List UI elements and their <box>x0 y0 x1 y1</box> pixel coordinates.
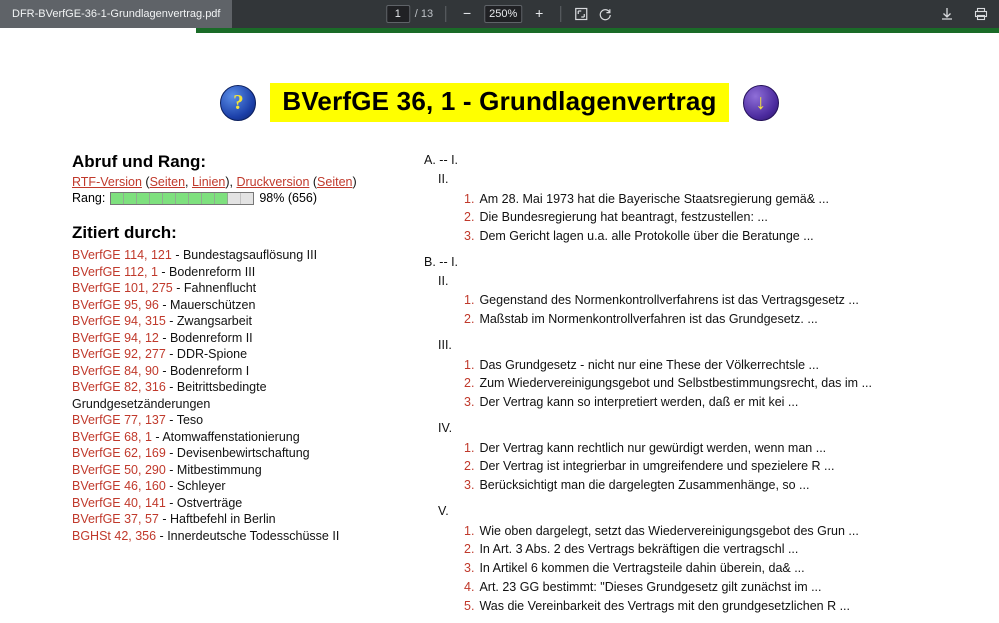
list-item[interactable]: BVerfGE 84, 90 - Bodenreform I <box>72 363 250 378</box>
citation-title: Ostverträge <box>176 495 243 510</box>
outline-item-number: 3. <box>464 561 475 575</box>
page-number-input[interactable] <box>386 5 410 23</box>
download-icon[interactable] <box>939 6 955 22</box>
rang-segment-empty <box>241 193 253 204</box>
rtf-seiten-link[interactable]: Seiten <box>149 175 186 189</box>
list-item[interactable]: BVerfGE 40, 141 - Ostverträge <box>72 495 243 510</box>
print-icon[interactable] <box>973 6 989 22</box>
citation-ref[interactable]: BVerfGE 50, 290 <box>72 462 166 477</box>
citation-ref[interactable]: BVerfGE 92, 277 <box>72 347 166 361</box>
citation-title: Zwangsarbeit <box>176 314 252 328</box>
citation-ref[interactable]: BVerfGE 37, 57 <box>72 512 159 526</box>
outline-item-group <box>464 357 959 412</box>
outline-item-number: 5. <box>464 598 475 613</box>
druck-seiten-link[interactable]: Seiten <box>317 175 353 189</box>
zoom-level-label: 250% <box>489 8 518 20</box>
outline-heading: II. <box>438 273 449 288</box>
outline-item-number: 1. <box>464 440 475 455</box>
list-item[interactable]: BGHSt 42, 356 - Innerdeutsche Todesschüsse II <box>72 528 340 543</box>
citation-title: Haftbefehl in Berlin <box>169 512 276 526</box>
outline-item-number: 2. <box>464 376 475 391</box>
outline-item-number: 1. <box>464 293 475 308</box>
zoom-out-button[interactable]: − <box>463 5 472 21</box>
toolbar-divider-2 <box>560 6 561 22</box>
outline-item-text: Gegenstand des Normenkontrollverfahrens ist das Vertragsgesetz ... <box>479 293 859 308</box>
outline-item[interactable] <box>464 440 959 458</box>
fit-page-icon[interactable] <box>573 6 589 22</box>
outline-item[interactable] <box>464 523 959 541</box>
outline-item-text: Maßstab im Normenkontrollverfahren ist das Grundgesetz. ... <box>479 312 818 326</box>
citation-title: Beitrittsbedingte Grundgesetzänderungen <box>72 380 267 411</box>
outline-item-text: Zum Wiedervereinigungsgebot und Selbstbestimmungsrecht, das im ... <box>479 376 872 391</box>
list-item[interactable]: BVerfGE 50, 290 - Mitbestimmung <box>72 462 262 477</box>
outline-heading: B. -- I. <box>424 254 459 269</box>
citation-title: Bodenreform III <box>169 264 256 279</box>
page-navigation <box>386 5 433 23</box>
rang-segment <box>215 193 228 204</box>
citation-title: Devisenbewirtschaftung <box>176 446 310 460</box>
outline-item-text: In Art. 3 Abs. 2 des Vertrags bekräftigen die vertragschl ... <box>479 542 799 557</box>
citation-title: Mauerschützen <box>169 297 256 312</box>
outline-item-number: 2. <box>464 459 475 474</box>
rang-segment <box>124 193 137 204</box>
document-title-row <box>0 83 999 122</box>
down-badge-icon[interactable]: ↓ <box>743 85 779 121</box>
outline-item[interactable] <box>464 560 959 578</box>
outline-item-number: 1. <box>464 357 475 372</box>
rang-segment <box>111 193 124 204</box>
outline-item-number: 2. <box>464 210 475 225</box>
outline-item-group <box>464 523 959 616</box>
rang-segment <box>163 193 176 204</box>
outline-item-number: 3. <box>464 395 475 409</box>
citation-list <box>72 247 402 544</box>
citation-title: Atomwaffenstationierung <box>162 429 300 444</box>
outline-item-text: Art. 23 GG bestimmt: "Dieses Grundgesetz gilt zunächst im ... <box>479 579 822 594</box>
outline-item-text: Berücksichtigt man die dargelegten Zusammenhänge, so ... <box>479 478 810 492</box>
citation-title: Bundestagsauflösung III <box>182 248 318 262</box>
outline-item-text: Was die Vereinbarkeit des Vertrags mit den grundgesetzlichen R ... <box>479 598 851 613</box>
rang-row <box>72 191 402 205</box>
outline-item-text: Die Bundesregierung hat beantragt, festzustellen: ... <box>479 210 768 225</box>
citation-ref[interactable]: BVerfGE 94, 315 <box>72 314 166 328</box>
outline-item[interactable] <box>464 394 959 412</box>
pdf-toolbar <box>0 0 999 28</box>
list-item[interactable]: BVerfGE 94, 315 - Zwangsarbeit <box>72 314 252 328</box>
rang-segment <box>202 193 215 204</box>
pdf-page <box>0 33 999 613</box>
outline-heading: IV. <box>438 420 453 435</box>
list-item[interactable]: BVerfGE 101, 275 - Fahnenflucht <box>72 281 257 295</box>
list-item[interactable]: BVerfGE 62, 169 - Devisenbewirtschaftung <box>72 446 310 460</box>
rtf-linien-link[interactable]: Linien <box>191 175 226 189</box>
outline-item-number: 3. <box>464 478 475 492</box>
outline-item-number: 2. <box>464 312 475 326</box>
outline-heading: V. <box>438 503 449 518</box>
file-name-label: DFR-BVerfGE-36-1-Grundlagenvertrag.pdf <box>12 8 221 20</box>
citation-title: Schleyer <box>176 479 226 493</box>
outline-item[interactable] <box>464 375 959 393</box>
page-columns <box>0 152 999 623</box>
zoom-in-button[interactable]: + <box>535 5 544 21</box>
citation-ref[interactable]: BGHSt 42, 356 <box>72 528 157 543</box>
rotate-icon[interactable] <box>597 6 613 22</box>
rang-segment <box>176 193 189 204</box>
citation-ref[interactable]: BVerfGE 82, 316 <box>72 380 166 394</box>
citation-title: Bodenreform I <box>169 363 250 378</box>
outline-item[interactable] <box>464 311 959 329</box>
list-item[interactable]: BVerfGE 82, 316 - Beitrittsbedingte Grundgesetzänderungen <box>72 380 267 411</box>
list-item[interactable]: BVerfGE 37, 57 - Haftbefehl in Berlin <box>72 512 276 526</box>
citation-title: Fahnenflucht <box>183 281 257 295</box>
list-item[interactable]: BVerfGE 95, 96 - Mauerschützen <box>72 297 256 312</box>
citation-title: Bodenreform II <box>169 330 253 345</box>
outline-item[interactable] <box>464 191 959 209</box>
outline-item[interactable] <box>464 579 959 597</box>
citation-ref[interactable]: BVerfGE 62, 169 <box>72 446 166 460</box>
outline-item-text: Der Vertrag ist integrierbar in umgreifendere und spezielere R ... <box>479 459 835 474</box>
list-item[interactable]: BVerfGE 46, 160 - Schleyer <box>72 479 226 493</box>
zoom-level-select[interactable] <box>484 5 522 23</box>
list-item[interactable]: BVerfGE 68, 1 - Atomwaffenstationierung <box>72 429 300 444</box>
citation-ref[interactable]: BVerfGE 94, 12 <box>72 330 159 345</box>
outline-item[interactable] <box>464 228 959 246</box>
outline-item-text: Der Vertrag kann so interpretiert werden, daß er mit kei ... <box>479 395 799 409</box>
citation-ref[interactable]: BVerfGE 40, 141 <box>72 495 166 510</box>
outline-heading: II. <box>438 171 449 186</box>
outline-heading: III. <box>438 337 452 352</box>
outline-item-number: 4. <box>464 579 475 594</box>
help-badge-icon[interactable]: ? <box>220 85 256 121</box>
citation-title: DDR-Spione <box>176 347 248 361</box>
rang-bar <box>110 192 254 205</box>
rang-segment-empty <box>228 193 241 204</box>
citation-title: Teso <box>176 413 204 427</box>
citation-ref[interactable]: BVerfGE 112, 1 <box>72 264 158 279</box>
list-item[interactable]: BVerfGE 114, 121 - Bundestagsauflösung III <box>72 248 318 262</box>
outline-item[interactable] <box>464 357 959 375</box>
outline-item-text: In Artikel 6 kommen die Vertragsteile dahin überein, da& ... <box>479 561 805 575</box>
citation-ref[interactable]: BVerfGE 101, 275 <box>72 281 173 295</box>
outline-item-number: 2. <box>464 542 475 557</box>
rang-segment <box>150 193 163 204</box>
outline-item-text: Das Grundgesetz - nicht nur eine These der Völkerrechtsle ... <box>479 357 819 372</box>
list-item[interactable]: BVerfGE 77, 137 - Teso <box>72 413 204 427</box>
citation-title: Mitbestimmung <box>176 462 262 477</box>
rang-segment <box>189 193 202 204</box>
outline-item-group <box>464 191 959 246</box>
citation-ref[interactable]: BVerfGE 95, 96 <box>72 297 159 312</box>
citation-ref[interactable]: BVerfGE 84, 90 <box>72 363 159 378</box>
citation-ref[interactable]: BVerfGE 46, 160 <box>72 479 166 493</box>
outline-heading: A. -- I. <box>424 153 459 167</box>
outline-item-text: Am 28. Mai 1973 hat die Bayerische Staatsregierung gemä& ... <box>479 191 829 206</box>
pdf-viewer[interactable] <box>0 28 999 613</box>
outline-item[interactable] <box>464 541 959 559</box>
citation-ref[interactable]: BVerfGE 114, 121 <box>72 248 172 262</box>
outline-item-text: Der Vertrag kann rechtlich nur gewürdigt werden, wenn man ... <box>479 440 827 455</box>
heading-abruf-und-rang: Abruf und Rang: <box>72 152 207 171</box>
heading-zitiert-durch: Zitiert durch: <box>72 223 177 242</box>
outline-item-text: Dem Gericht lagen u.a. alle Protokolle über die Beratunge ... <box>479 229 814 243</box>
toolbar-center-group <box>386 0 614 28</box>
rang-percent: 98% (656) <box>259 191 318 205</box>
outline-item-text: Wie oben dargelegt, setzt das Wiedervereinigungsgebot des Grun ... <box>479 523 859 538</box>
file-name-tab[interactable] <box>0 0 232 28</box>
citation-ref[interactable]: BVerfGE 77, 137 <box>72 413 166 427</box>
outline-column <box>402 152 959 623</box>
outline-item[interactable] <box>464 477 959 495</box>
druckversion-link[interactable]: Druckversion <box>236 175 310 189</box>
toolbar-divider <box>445 6 446 22</box>
outline-item[interactable] <box>464 209 959 227</box>
citation-ref[interactable]: BVerfGE 68, 1 <box>72 429 152 444</box>
version-links-row: RTF-Version (Seiten, Linien), Druckversion (Seiten) <box>72 175 357 189</box>
left-column <box>72 152 402 623</box>
page-total-label: / 13 <box>414 8 434 20</box>
citation-title: Innerdeutsche Todesschüsse II <box>167 528 340 543</box>
rtf-version-link[interactable]: RTF-Version <box>72 175 142 189</box>
list-item[interactable]: BVerfGE 94, 12 - Bodenreform II <box>72 330 253 345</box>
toolbar-right-group <box>939 6 989 22</box>
outline-item[interactable] <box>464 292 959 310</box>
outline-item-number: 1. <box>464 523 475 538</box>
list-item[interactable]: BVerfGE 112, 1 - Bodenreform III <box>72 264 256 279</box>
page-title: BVerfGE 36, 1 - Grundlagenvertrag <box>270 83 728 122</box>
outline-item[interactable] <box>464 598 959 616</box>
outline-item-number: 1. <box>464 191 475 206</box>
rang-segment <box>137 193 150 204</box>
outline-item-number: 3. <box>464 229 475 243</box>
outline-item-group <box>464 292 959 329</box>
rang-label: Rang: <box>72 191 106 205</box>
list-item[interactable]: BVerfGE 92, 277 - DDR-Spione <box>72 347 248 361</box>
outline-item[interactable] <box>464 458 959 476</box>
outline-item-group <box>464 440 959 495</box>
